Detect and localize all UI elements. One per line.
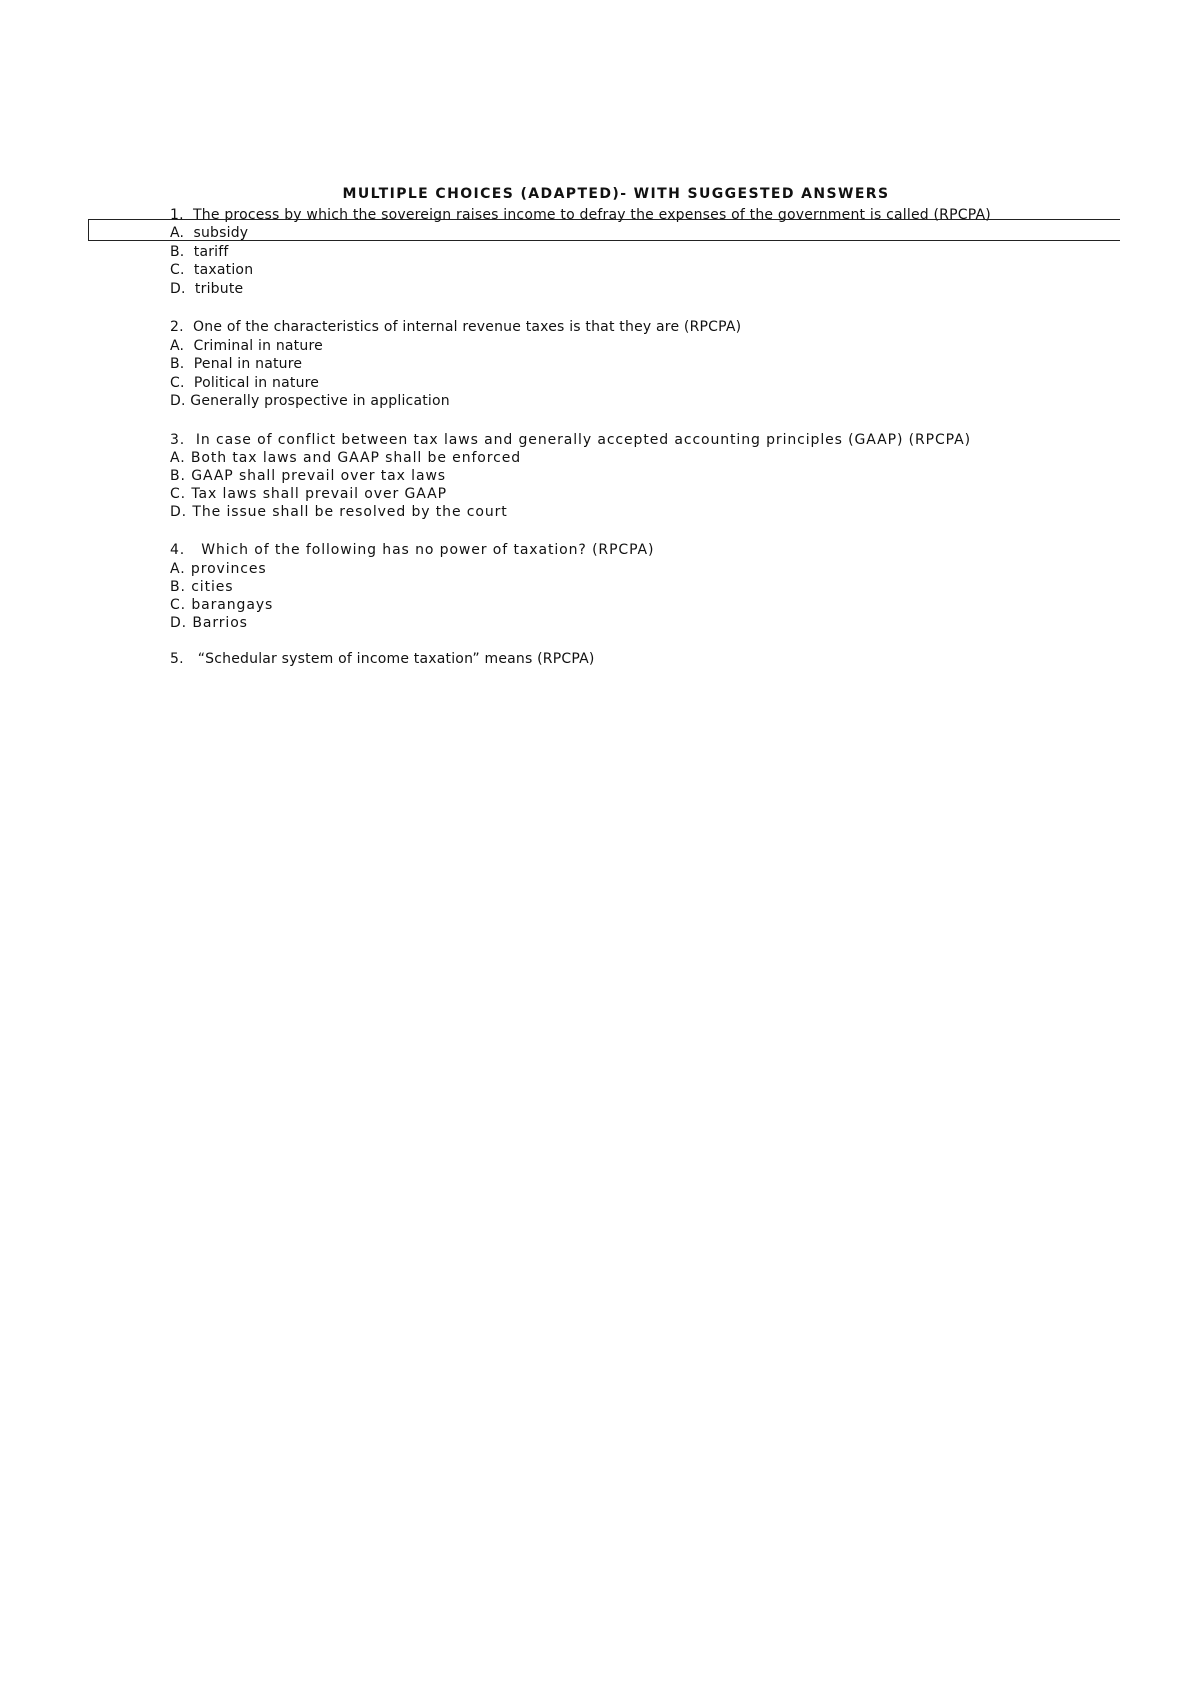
selection-border-top <box>88 219 1120 220</box>
question-1-choice-d: D. tribute <box>170 281 244 297</box>
question-4-choice-b: B. cities <box>170 579 234 595</box>
question-1-choice-c: C. taxation <box>170 262 254 278</box>
selection-border-bottom <box>88 240 1120 241</box>
question-5-stem: 5. “Schedular system of income taxation” means (RPCPA) <box>170 651 595 667</box>
question-1-choice-b: B. tariff <box>170 244 229 260</box>
question-4-choice-d: D. Barrios <box>170 615 248 631</box>
question-2-choice-a: A. Criminal in nature <box>170 338 323 354</box>
question-3-choice-b: B. GAAP shall prevail over tax laws <box>170 468 446 484</box>
question-2-choice-b: B. Penal in nature <box>170 356 303 372</box>
document-title: MULTIPLE CHOICES (ADAPTED)- WITH SUGGESTED ANSWERS <box>342 186 890 202</box>
question-2-choice-d: D. Generally prospective in application <box>170 393 450 409</box>
question-3-choice-a: A. Both tax laws and GAAP shall be enforced <box>170 450 522 466</box>
question-3-choice-d: D. The issue shall be resolved by the court <box>170 504 508 520</box>
question-4-choice-a: A. provinces <box>170 561 267 577</box>
selection-border-left <box>88 219 89 240</box>
question-2-stem: 2. One of the characteristics of internal revenue taxes is that they are (RPCPA) <box>170 319 742 335</box>
question-3-stem: 3. In case of conflict between tax laws and generally accepted accounting principles (GAAP) (RPCPA) <box>170 432 971 448</box>
question-3-choice-c: C. Tax laws shall prevail over GAAP <box>170 486 447 502</box>
question-4-stem: 4. Which of the following has no power of taxation? (RPCPA) <box>170 542 655 558</box>
question-1-choice-a: A. subsidy <box>170 225 249 241</box>
question-4-choice-c: C. barangays <box>170 597 274 613</box>
question-2-choice-c: C. Political in nature <box>170 375 320 391</box>
question-1-stem: 1. The process by which the sovereign raises income to defray the expenses of the government is called (RPCPA) <box>170 207 991 223</box>
